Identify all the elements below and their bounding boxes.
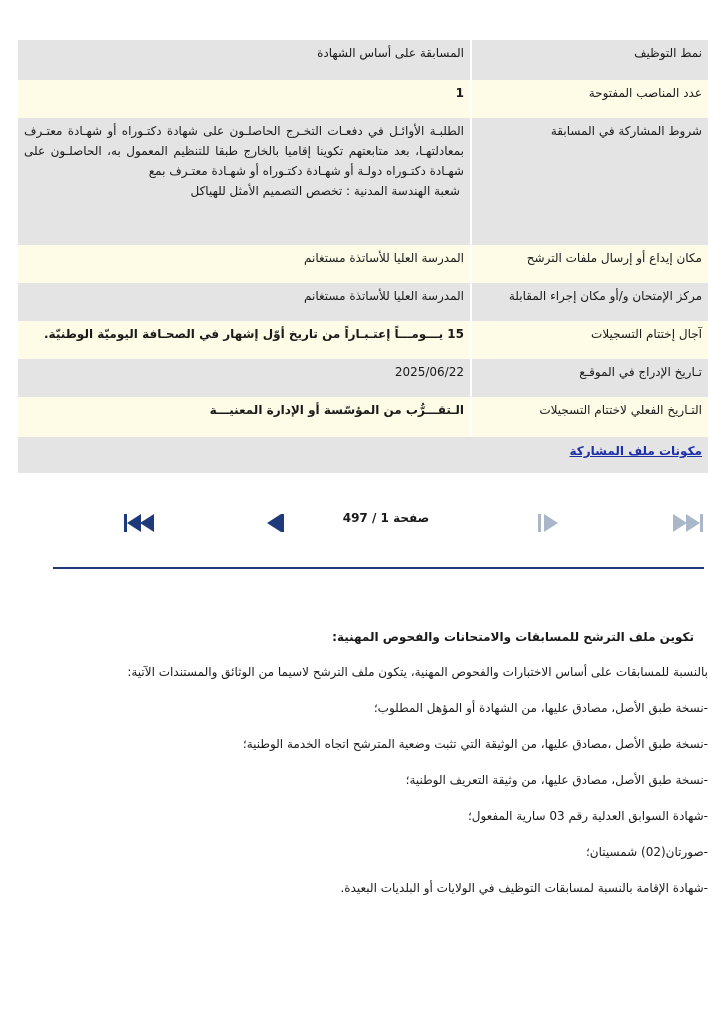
last-page-button[interactable] xyxy=(673,513,705,533)
previous-page-button[interactable] xyxy=(264,513,289,533)
label-participation-conditions: شروط المشاركة في المسابقة xyxy=(471,118,708,245)
value-open-positions: 1 xyxy=(18,80,471,118)
next-page-button[interactable] xyxy=(538,513,563,533)
row-recruitment-type xyxy=(18,40,708,80)
participation-file-link[interactable]: مكونات ملف المشاركة xyxy=(569,444,702,458)
row-submission-place xyxy=(18,245,708,283)
value-posting-date: 2025/06/22 xyxy=(18,359,471,397)
row-open-positions xyxy=(18,80,708,118)
label-open-positions: عدد المناصب المفتوحة xyxy=(471,80,708,118)
list-item: -نسخة طبق الأصل ،مصادق عليها، من الوثيقة التي تثبت وضعية المترشح اتجاه الخدمة الوطنية؛ xyxy=(242,737,708,751)
intro-paragraph: بالنسبة للمسابقات على أساس الاختبارات والفحوص المهنية، يتكون ملف الترشح لاسيما من الوثائق والمستندات الآتية: xyxy=(127,665,708,679)
value-actual-closing-date: الـتقـــرُّب من المؤسّسة أو الإدارة المعنيـــة xyxy=(18,397,471,437)
label-exam-center: مركز الإمتحان و/أو مكان إجراء المقابلة xyxy=(471,283,708,321)
value-exam-center: المدرسة العليا للأساتذة مستغانم xyxy=(18,283,471,321)
conditions-text: الطلبـة الأوائـل في دفعـات التخـرج الحاصلـون على شهادة دكتـوراه أو شهـادة معتـرف بمعادلتهـا، بعد متابعتهم تكوينا إقاميا بالخارج طبقا للتنظيم المعمول به، الحاصلـون على شهـادة دكتـوراه دولـة أو شهـادة دكتـوراه أو شهـادة معتـرف بمع xyxy=(24,124,464,178)
job-details-table xyxy=(18,40,708,437)
value-submission-place: المدرسة العليا للأساتذة مستغانم xyxy=(18,245,471,283)
value-recruitment-type: المسابقة على أساس الشهادة xyxy=(18,40,471,80)
list-item: -صورتان(02) شمسيتان؛ xyxy=(585,845,708,859)
list-item: -شهادة الإقامة بالنسبة لمسابقات التوظيف في الولايات أو البلديات البعيدة. xyxy=(340,881,708,895)
label-submission-place: مكان إيداع أو إرسال ملفات الترشح xyxy=(471,245,708,283)
participation-file-row xyxy=(18,437,708,473)
application-file-section xyxy=(18,630,708,914)
list-item: -شهادة السوابق العدلية رقم 03 سارية المفعول؛ xyxy=(467,809,708,823)
label-registration-deadline: آجال إختتام التسجيلات xyxy=(471,321,708,359)
label-posting-date: تـاريخ الإدراج في الموقـع xyxy=(471,359,708,397)
label-actual-closing-date: التـاريخ الفعلي لاختتام التسجيلات xyxy=(471,397,708,437)
pagination xyxy=(0,508,725,538)
value-participation-conditions xyxy=(18,118,471,245)
value-registration-deadline: 15 يـــومـــاً إعتـبـاراً من تاريخ أوّل إشهار في الصحـافة اليوميّة الوطنيّة. xyxy=(18,321,471,359)
page-indicator: صفحة 1 / 497 xyxy=(342,511,430,525)
row-registration-deadline xyxy=(18,321,708,359)
label-recruitment-type: نمط التوظيف xyxy=(471,40,708,80)
list-item: -نسخة طبق الأصل، مصادق عليها، من الشهادة أو المؤهل المطلوب؛ xyxy=(373,701,708,715)
list-item: -نسخة طبق الأصل، مصادق عليها، من وثيقة التعريف الوطنية؛ xyxy=(405,773,708,787)
row-actual-closing-date xyxy=(18,397,708,437)
section-heading: تكوين ملف الترشح للمسابقات والامتحانات والفحوص المهنية: xyxy=(332,630,694,644)
section-divider xyxy=(53,567,704,569)
first-page-button[interactable] xyxy=(124,513,156,533)
row-participation-conditions xyxy=(18,118,708,245)
specialty-text: شعبة الهندسة المدنية : تخصص التصميم الأمثل للهياكل xyxy=(190,184,460,198)
row-posting-date xyxy=(18,359,708,397)
row-exam-center xyxy=(18,283,708,321)
